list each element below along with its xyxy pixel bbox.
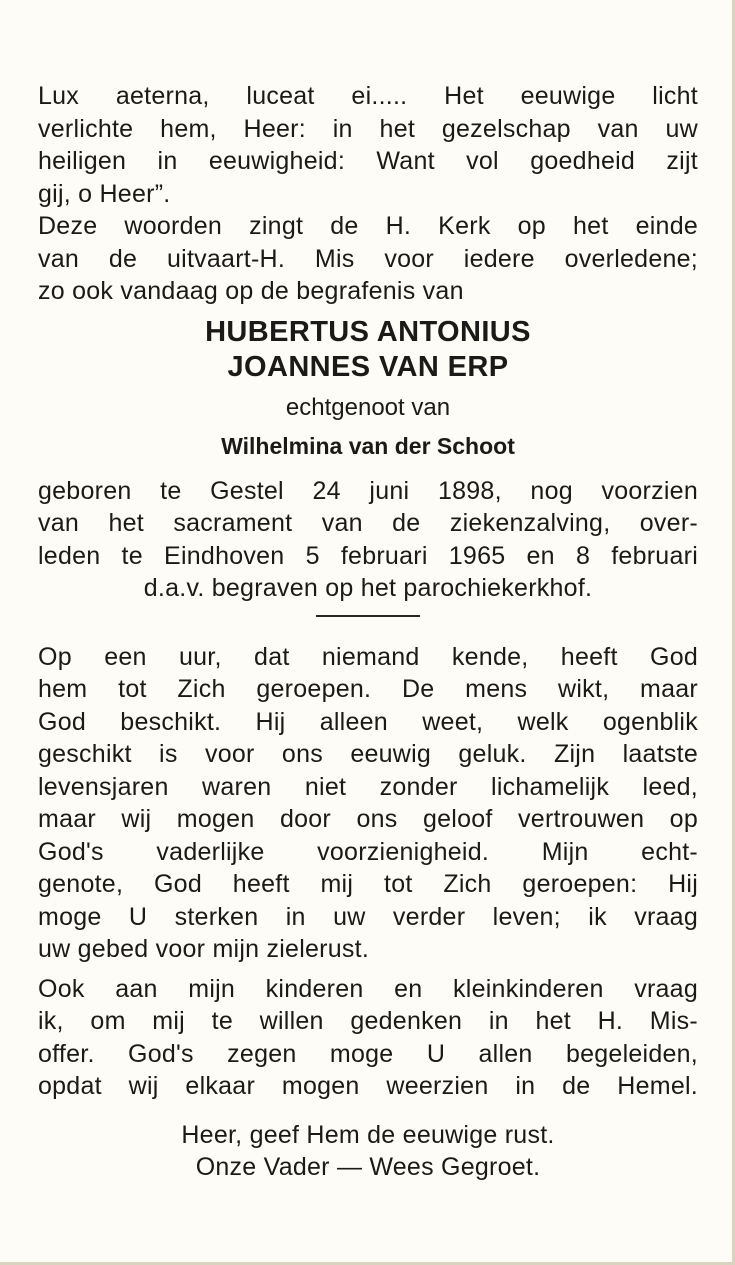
closing-prayer — [38, 1119, 698, 1184]
intro-line: Deze woorden zingt de H. Kerk op het einde — [38, 212, 698, 240]
intro-line: Lux aeterna, luceat ei..... Het eeuwige licht — [38, 82, 698, 110]
reflection-line: geschikt is voor ons eeuwig geluk. Zijn laatste — [38, 740, 698, 768]
closing-line-1: Heer, geef Hem de eeuwige rust. — [181, 1120, 555, 1149]
family-line: Ook aan mijn kinderen en kleinkinderen vraag — [38, 974, 698, 1003]
intro-paragraph — [38, 80, 698, 308]
biography-paragraph — [38, 475, 698, 605]
biography-line: van het sacrament van de ziekenzalving, over- — [38, 509, 698, 537]
family-paragraph — [38, 973, 698, 1103]
spouse-name: Wilhelmina van der Schoot — [221, 432, 515, 459]
closing-line-2: Onze Vader — Wees Gegroet. — [195, 1153, 541, 1181]
reflection-line: moge U sterken in uw verder leven; ik vraag — [38, 902, 698, 931]
card-text — [38, 80, 698, 1184]
intro-line: gij, o Heer”. — [38, 179, 171, 208]
reflection-line: hem tot Zich geroepen. De mens wikt, maar — [38, 675, 698, 703]
intro-line: verlichte hem, Heer: in het gezelschap van uw — [38, 114, 698, 143]
deceased-name-line-1: HUBERTUS ANTONIUS — [205, 315, 531, 348]
reflection-paragraph — [38, 641, 698, 966]
intro-line: heiligen in eeuwigheid: Want vol goedheid zijt — [38, 147, 698, 175]
divider-rule — [316, 615, 420, 617]
reflection-line: God beschikt. Hij alleen weet, welk ogenblik — [38, 707, 698, 736]
biography-line: d.a.v. begraven op het parochiekerkhof. — [143, 574, 593, 602]
family-line: ik, om mij te willen gedenken in het H. Mis- — [38, 1007, 698, 1035]
family-line: offer. God's zegen moge U allen begeleiden, — [38, 1039, 698, 1068]
intro-line: van de uitvaart-H. Mis voor iedere overledene; — [38, 244, 698, 273]
reflection-line: genote, God heeft mij tot Zich geroepen: Hij — [38, 870, 698, 898]
reflection-line: uw gebed voor mijn zielerust. — [38, 935, 370, 963]
deceased-name-line-2: JOANNES VAN ERP — [227, 350, 509, 383]
biography-line: leden te Eindhoven 5 februari 1965 en 8 februari — [38, 541, 698, 570]
reflection-line: God's vaderlijke voorzienigheid. Mijn echt- — [38, 837, 698, 866]
reflection-line: Op een uur, dat niemand kende, heeft God — [38, 642, 698, 671]
reflection-line: levensjaren waren niet zonder lichamelijk leed, — [38, 772, 698, 801]
intro-line: zo ook vandaag op de begrafenis van — [38, 277, 464, 305]
family-line: opdat wij elkaar mogen weerzien in de Hemel. — [38, 1072, 698, 1100]
biography-line: geboren te Gestel 24 juni 1898, nog voorzien — [38, 476, 698, 505]
reflection-line: maar wij mogen door ons geloof vertrouwen op — [38, 805, 698, 833]
relation-label: echtgenoot van — [285, 393, 451, 421]
